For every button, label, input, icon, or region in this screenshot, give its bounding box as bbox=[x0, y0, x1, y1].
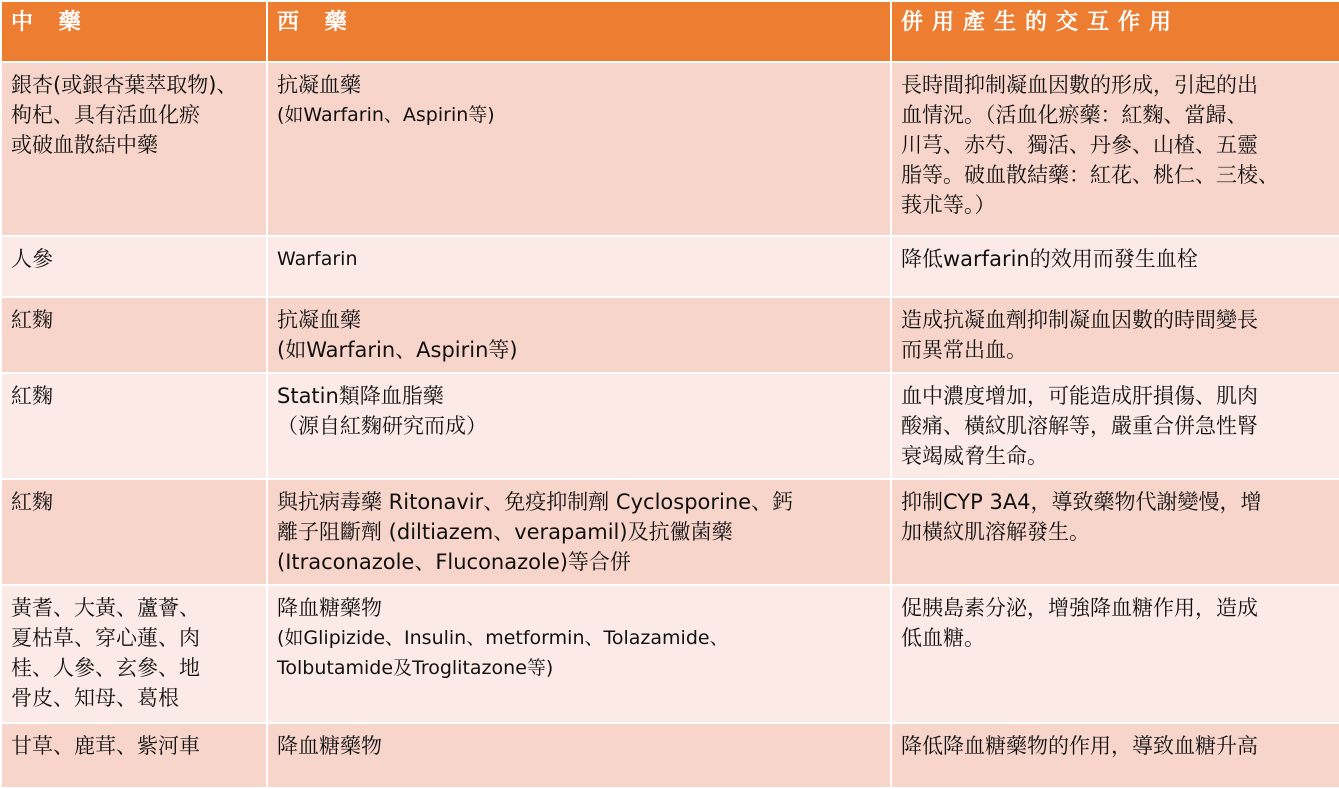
drug-cell bbox=[267, 585, 891, 723]
herb-text: 枸杞、具有活血化瘀 bbox=[11, 103, 200, 127]
table-row bbox=[1, 297, 1339, 373]
effect-cell bbox=[891, 297, 1339, 373]
effect-cell bbox=[891, 373, 1339, 479]
effect-cell bbox=[891, 236, 1339, 297]
herb-cell bbox=[1, 479, 267, 585]
effect-text: 脂等。破血散結藥：紅花、桃仁、三棱、 bbox=[901, 163, 1279, 187]
drug-text: (如Warfarin、Aspirin等) bbox=[277, 104, 495, 126]
drug-text: (如Warfarin、Aspirin等) bbox=[277, 338, 518, 362]
table-row bbox=[1, 723, 1339, 788]
drug-text: (如Glipizide、Insulin、metformin、Tolazamide、 bbox=[277, 627, 729, 649]
herb-text: 紅麴 bbox=[11, 384, 53, 408]
effect-cell bbox=[891, 585, 1339, 723]
effect-cell bbox=[891, 62, 1339, 236]
herb-text: 骨皮、知母、葛根 bbox=[11, 686, 179, 710]
header-row bbox=[1, 1, 1339, 62]
effect-text: 衰竭威脅生命。 bbox=[901, 444, 1048, 468]
herb-text: 甘草、鹿茸、紫河車 bbox=[11, 734, 200, 758]
effect-cell bbox=[891, 723, 1339, 788]
drug-text: 與抗病毒藥 Ritonavir、免疫抑制劑 Cyclosporine、鈣 bbox=[277, 490, 794, 514]
drug-text: 降血糖藥物 bbox=[277, 734, 382, 758]
herb-text: 人參 bbox=[11, 247, 53, 271]
herb-text: 黃耆、大黃、蘆薈、 bbox=[11, 596, 200, 620]
herb-cell bbox=[1, 62, 267, 236]
effect-text: 造成抗凝血劑抑制凝血因數的時間變長 bbox=[901, 308, 1258, 332]
herb-text: 紅麴 bbox=[11, 308, 53, 332]
effect-text: 加橫紋肌溶解發生。 bbox=[901, 520, 1090, 544]
effect-text: 降低降血糖藥物的作用，導致血糖升高 bbox=[901, 734, 1258, 758]
effect-text: 長時間抑制凝血因數的形成，引起的出 bbox=[901, 73, 1258, 97]
herb-cell bbox=[1, 236, 267, 297]
effect-text: 血情況。（活血化瘀藥：紅麴、當歸、 bbox=[901, 103, 1248, 127]
drug-text: 離子阻斷劑 (diltiazem、verapamil)及抗黴菌藥 bbox=[277, 520, 733, 544]
header-drug: 西 藥 bbox=[267, 1, 891, 62]
herb-text: 紅麴 bbox=[11, 490, 53, 514]
drug-cell bbox=[267, 297, 891, 373]
drug-text: (Itraconazole、Fluconazole)等合併 bbox=[277, 550, 631, 574]
herb-text: 銀杏(或銀杏葉萃取物)、 bbox=[11, 73, 238, 97]
drug-text: Statin類降血脂藥 bbox=[277, 384, 444, 408]
effect-text: 川芎、赤芍、獨活、丹參、山楂、五靈 bbox=[901, 133, 1258, 157]
drug-text: （源自紅麴研究而成） bbox=[277, 414, 487, 438]
herb-cell bbox=[1, 585, 267, 723]
herb-text: 桂、人參、玄參、地 bbox=[11, 656, 200, 680]
drug-text: Tolbutamide及Troglitazone等) bbox=[277, 657, 554, 679]
herb-cell bbox=[1, 373, 267, 479]
effect-cell bbox=[891, 479, 1339, 585]
table-row bbox=[1, 373, 1339, 479]
drug-cell bbox=[267, 236, 891, 297]
drug-cell bbox=[267, 373, 891, 479]
herb-text: 或破血散結中藥 bbox=[11, 133, 158, 157]
effect-text: 酸痛、橫紋肌溶解等，嚴重合併急性腎 bbox=[901, 414, 1258, 438]
effect-text: 血中濃度增加，可能造成肝損傷、肌肉 bbox=[901, 384, 1258, 408]
herb-cell bbox=[1, 297, 267, 373]
table-row bbox=[1, 236, 1339, 297]
drug-text: Warfarin bbox=[277, 248, 358, 270]
table-row bbox=[1, 585, 1339, 723]
drug-cell bbox=[267, 62, 891, 236]
header-effect: 併用產生的交互作用 bbox=[891, 1, 1339, 62]
effect-text: 降低warfarin的效用而發生血栓 bbox=[901, 247, 1198, 271]
effect-text: 莪朮等。） bbox=[901, 193, 996, 217]
drug-text: 抗凝血藥 bbox=[277, 308, 361, 332]
herb-cell bbox=[1, 723, 267, 788]
drug-cell bbox=[267, 723, 891, 788]
effect-text: 促胰島素分泌，增強降血糖作用，造成 bbox=[901, 596, 1258, 620]
herb-text: 夏枯草、穿心蓮、肉 bbox=[11, 626, 200, 650]
table-row bbox=[1, 62, 1339, 236]
drug-text: 抗凝血藥 bbox=[277, 73, 361, 97]
effect-text: 低血糖。 bbox=[901, 626, 985, 650]
drug-text: 降血糖藥物 bbox=[277, 596, 382, 620]
effect-text: 而異常出血。 bbox=[901, 338, 1027, 362]
effect-text: 抑制CYP 3A4，導致藥物代謝變慢，增 bbox=[901, 490, 1262, 514]
table-row bbox=[1, 479, 1339, 585]
drug-cell bbox=[267, 479, 891, 585]
header-herb: 中 藥 bbox=[1, 1, 267, 62]
